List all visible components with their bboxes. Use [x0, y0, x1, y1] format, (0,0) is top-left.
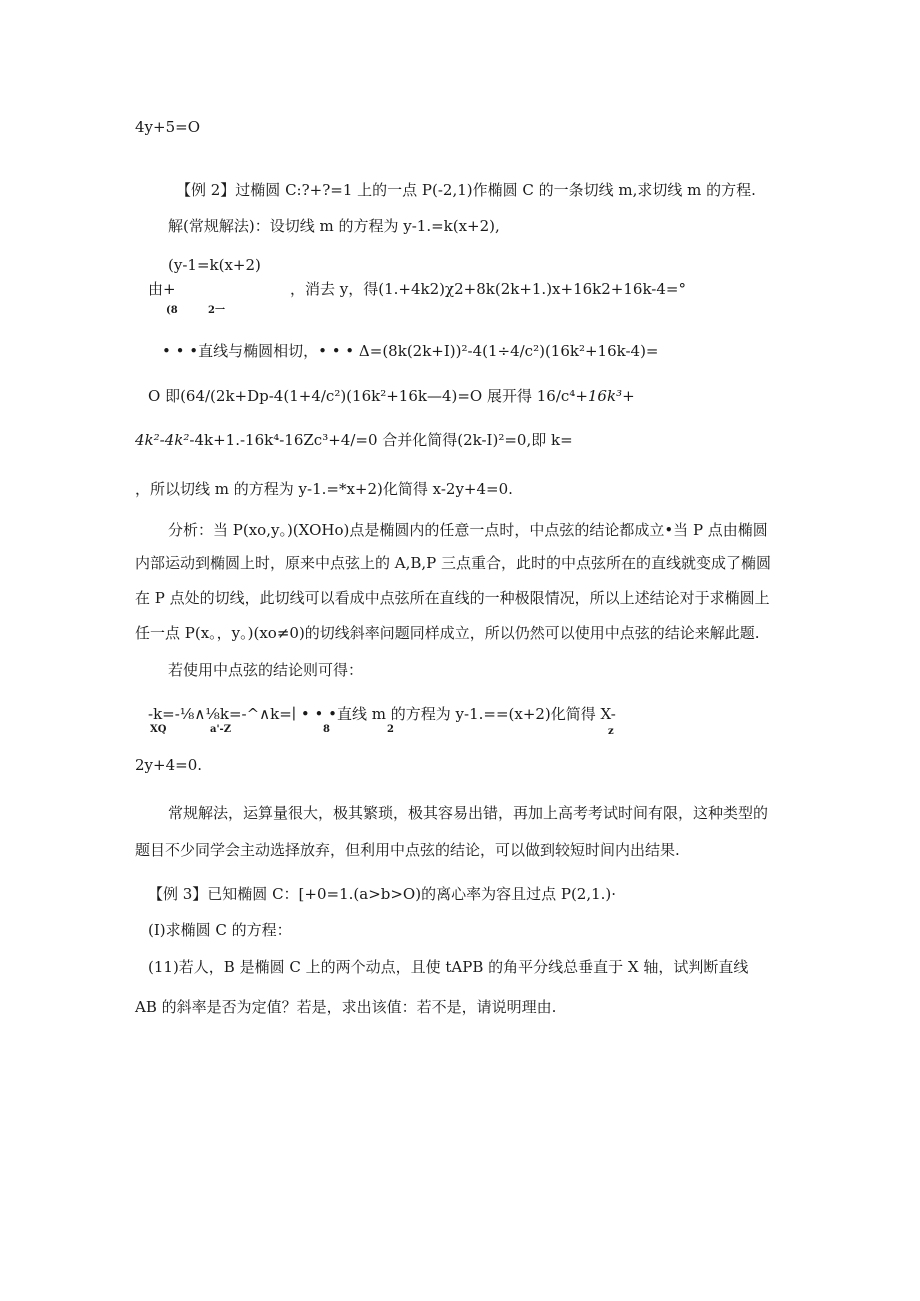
merge-italic: 4k²-4k²	[135, 431, 190, 449]
expansion-text: O 即(64∕(2k+Dp-4(1+4∕c²)(16k²+16k—4)=O 展开得 16∕c⁴+	[148, 387, 588, 405]
formula-sub-8: 8	[323, 724, 330, 735]
analysis-line-3: 在 P 点处的切线，此切线可以看成中点弦所在直线的一种极限情况，所以上述结论对于求椭圆上	[135, 589, 770, 607]
example-2-title: 【例 2】过椭圆 C:?+?=1 上的一点 P(-2,1)作椭圆 C 的一条切线 m,求切线 m 的方程.	[176, 181, 756, 199]
system-bottom-right: 2一	[208, 305, 225, 316]
analysis-line-4: 任一点 P(x。，y。)(xo≠0)的切线斜率问题同样成立，所以仍然可以使用中点弦的结论来解此题.	[135, 624, 760, 642]
remark-line-1: 常规解法，运算量很大，极其繁琐，极其容易出错，再加上高考考试时间有限，这种类型的	[168, 804, 769, 822]
merge-text: -4k+1.-16k⁴-16Zc³+4/=0 合并化简得(2k-I)²=0,即 k=	[189, 431, 573, 449]
question-2-line-2: AB 的斜率是否为定值？若是，求出该值：若不是，请说明理由.	[135, 998, 557, 1016]
analysis-line-1: 分析：当 P(xo,y。)(XOHo)点是椭圆内的任意一点时，中点弦的结论都成立•当 P 点由椭圆	[168, 521, 768, 539]
formula-end: 2y+4=0.	[135, 756, 203, 774]
formula-sub-xq: XQ	[150, 724, 167, 735]
system-top: (y-1=k(x+2)	[168, 256, 261, 274]
system-you: 由+	[148, 280, 176, 298]
remark-line-2: 题目不少同学会主动选择放弃，但利用中点弦的结论，可以做到较短时间内出结果.	[135, 841, 680, 859]
analysis-line-5: 若使用中点弦的结论则可得：	[168, 661, 364, 679]
analysis-line-2: 内部运动到椭圆上时，原来中点弦上的 A,B,P 三点重合，此时的中点弦所在的直线就变成了椭圆	[135, 554, 772, 572]
formula-sub-2: 2	[387, 724, 394, 735]
question-2-line-1: (11)若人，B 是椭圆 C 上的两个动点，且使 tAPB 的角平分线总垂直于 X 轴，试判断直线	[148, 958, 749, 976]
example-3-title: 【例 3】已知椭圆 C：[+0=1.(a>b>O)的离心率为容且过点 P(2,1.)·	[148, 885, 617, 903]
midpoint-formula: -k=-⅛∧⅛k=-^∧k=∣ • • •直线 m 的方程为 y-1.==(x+2)化简得 X-	[148, 705, 616, 723]
formula-sub-az: a'-Z	[210, 724, 231, 735]
equation-line: 4y+5=O	[135, 118, 200, 136]
expansion-line	[148, 386, 635, 406]
system-bottom-left: (8	[166, 305, 178, 316]
conclusion-line: ，所以切线 m 的方程为 y-1.=*x+2)化简得 x-2y+4=0.	[135, 480, 513, 498]
expansion-italic: 16k³+	[587, 387, 635, 405]
tangent-condition: • • •直线与椭圆相切，• • • Δ=(8k(2k+I))²-4(1÷4∕c²)(16k²+16k-4)=	[162, 342, 659, 360]
question-1: (I)求椭圆 C 的方程：	[148, 921, 292, 939]
system-elimination: ，消去 y，得(1.+4k2)χ2+8k(2k+1.)x+16k2+16k-4=°	[290, 280, 686, 298]
formula-sub-z: z	[608, 726, 614, 737]
merge-line	[135, 430, 573, 450]
solution-intro: 解(常规解法)：设切线 m 的方程为 y-1.=k(x+2),	[168, 217, 500, 235]
